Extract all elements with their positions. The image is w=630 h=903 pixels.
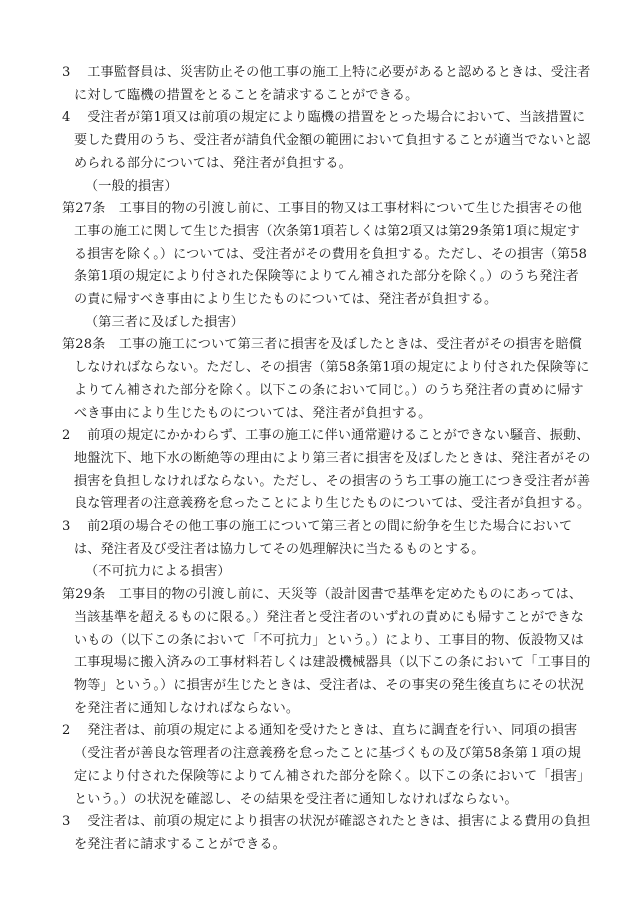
paragraph-28-3 (62, 516, 592, 561)
article-number: 第27条 (62, 201, 106, 217)
paragraph-4 (62, 107, 592, 175)
article-text: 工事目的物の引渡し前に、天災等（設計図書で基準を定めたものにあっては、当該基準を超えるものに限る。）発注者と受注者のいずれの責めにも帰すことができないもの（以下この条において「不可抗力」という。）により、工事目的物、仮設物又は工事現場に搬入済みの工事材料若しくは建設機械器具（以下この条において「工事目的物等」という。）に損害が生じたときは、受注者は、その事実の発生後直ちにその状況を発注者に通知しなければならない。 (74, 587, 591, 716)
article-number: 第29条 (62, 587, 106, 603)
paragraph-text: 前2項の場合その他工事の施工について第三者との間に紛争を生じた場合においては、発注者及び受注者は協力してその処理解決に当たるものとする。 (74, 519, 573, 557)
heading-general-damage: （一般的損害） (85, 178, 178, 194)
paragraph-text: 前項の規定にかかわらず、工事の施工に伴い通常避けることができない騒音、振動、地盤沈下、地下水の断絶等の理由により第三者に損害を及ぼしたときは、発注者がその損害を負担しなければならない。ただし、その損害のうち工事の施工につき受注者が善良な管理者の注意義務を怠ったことにより生じたものについては、受注者が負担する。 (74, 428, 591, 512)
paragraph-number: 4 (62, 110, 71, 126)
document-page (62, 62, 592, 857)
paragraph-number: 3 (62, 65, 71, 80)
paragraph-29-2 (62, 720, 592, 811)
article-28 (62, 334, 592, 425)
paragraph-text: 受注者は、前項の規定により損害の状況が確認されたときは、損害による費用の負担を発注者に請求することができる。 (74, 814, 591, 852)
heading-force-majeure-damage: （不可抗力による損害） (85, 564, 231, 580)
paragraph-text: 発注者は、前項の規定による通知を受けたときは、直ちに調査を行い、同項の損害（受注者が善良な管理者の注意義務を怠ったことに基づくもの及び第58条第１項の規定により付された保険等によりてん補された部分を除く。以下この条において「損害」という。）の状況を確認し、その結果を受注者に通知しなければならない。 (74, 723, 591, 807)
paragraph-29-3 (62, 811, 592, 856)
paragraph-3 (62, 62, 592, 107)
paragraph-28-2 (62, 425, 592, 516)
article-number: 第28条 (62, 337, 106, 353)
paragraph-number: 2 (62, 723, 71, 739)
heading-third-party-damage: （第三者に及ぼした損害） (85, 314, 244, 330)
article-27 (62, 198, 592, 312)
article-29 (62, 584, 592, 720)
paragraph-text: 受注者が第1項又は前項の規定により臨機の措置をとった場合において、当該措置に要した費用のうち、受注者が請負代金額の範囲において負担することが適当でないと認められる部分については、発注者が負担する。 (74, 110, 591, 171)
paragraph-number: 3 (62, 814, 71, 830)
article-text: 工事目的物の引渡し前に、工事目的物又は工事材料について生じた損害その他工事の施工に関して生じた損害（次条第1項若しくは第2項又は第29条第1項に規定する損害を除く。）については、受注者がその費用を負担する。ただし、その損害（第58条第1項の規定により付された保険等によりてん補された部分を除く。）のうち発注者の責に帰すべき事由により生じたものについては、発注者が負担する。 (74, 201, 588, 308)
paragraph-number: 3 (62, 519, 71, 535)
article-text: 工事の施工について第三者に損害を及ぼしたときは、受注者がその損害を賠償しなければならない。ただし、その損害（第58条第1項の規定により付された保険等によりてん補された部分を除く。以下この条において同じ。）のうち発注者の責めに帰すべき事由により生じたものについては、発注者が負担する。 (74, 337, 590, 421)
paragraph-text: 工事監督員は、災害防止その他工事の施工上特に必要があると認めるときは、受注者に対して臨機の措置をとることを請求することができる。 (74, 65, 591, 103)
paragraph-number: 2 (62, 428, 71, 444)
